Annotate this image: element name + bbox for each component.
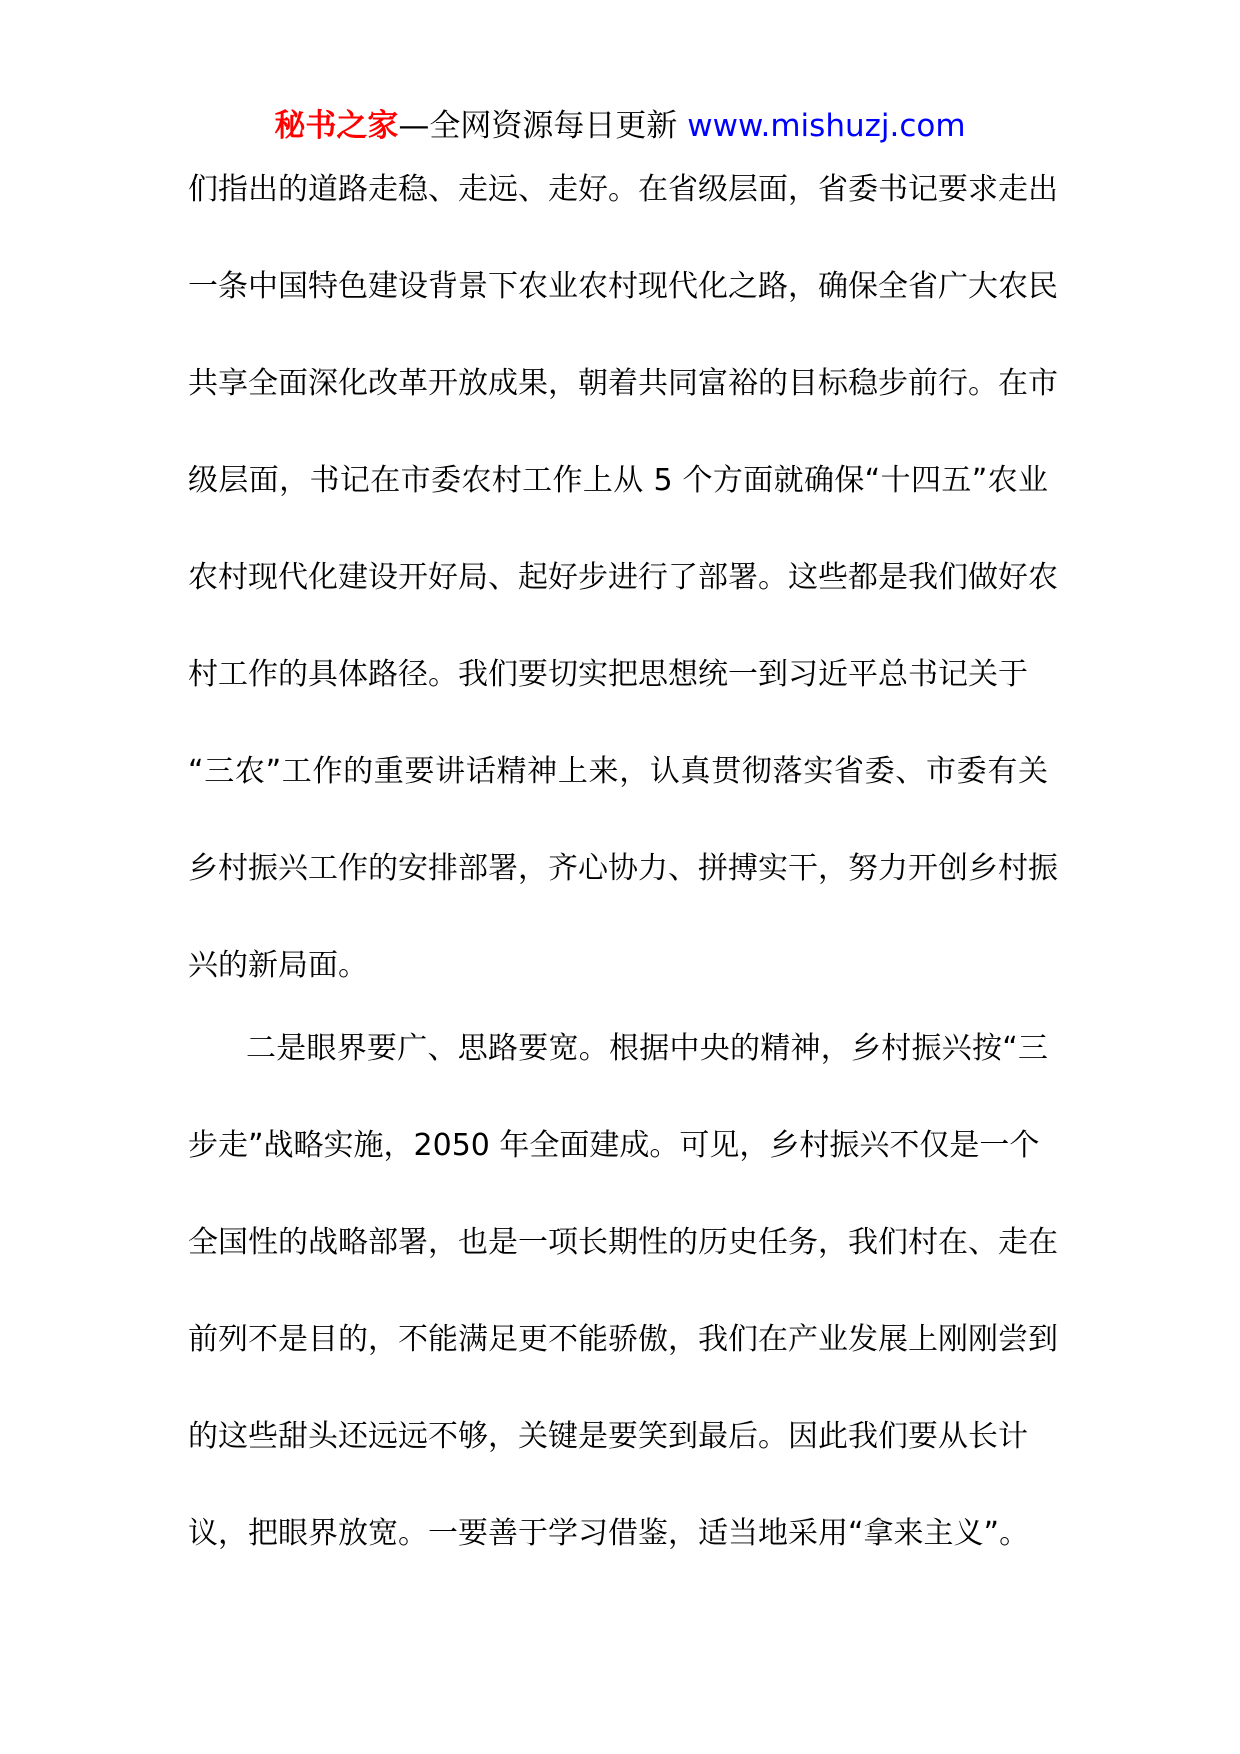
site-url-link[interactable]: www.mishuzj.com xyxy=(687,108,966,144)
text-line: 全国性的战略部署，也是一项长期性的历史任务，我们村在、走在 xyxy=(188,1225,1058,1260)
text-line: 步走”战略实施，2050 年全面建成。可见，乡村振兴不仅是一个 xyxy=(188,1128,1040,1163)
text-line: 的这些甜头还远远不够，关键是要笑到最后。因此我们要从长计 xyxy=(188,1419,1028,1454)
text-line: 村工作的具体路径。我们要切实把思想统一到习近平总书记关于 xyxy=(188,657,1028,692)
text-line: 乡村振兴工作的安排部署，齐心协力、拼搏实干，努力开创乡村振 xyxy=(188,851,1058,886)
text-line: 们指出的道路走稳、走远、走好。在省级层面，省委书记要求走出 xyxy=(188,172,1058,207)
text-line: 一条中国特色建设背景下农业农村现代化之路，确保全省广大农民 xyxy=(188,269,1058,304)
text-line: 兴的新局面。 xyxy=(188,948,368,983)
site-header xyxy=(0,104,1240,148)
text-line: 级层面，书记在市委农村工作上从 5 个方面就确保“十四五”农业 xyxy=(188,463,1048,498)
text-line: 农村现代化建设开好局、起好步进行了部署。这些都是我们做好农 xyxy=(188,560,1058,595)
text-line: 议，把眼界放宽。一要善于学习借鉴，适当地采用“拿来主义”。 xyxy=(188,1516,1030,1551)
text-line: 二是眼界要广、思路要宽。根据中央的精神，乡村振兴按“三 xyxy=(246,1031,1048,1066)
text-line: 前列不是目的，不能满足更不能骄傲，我们在产业发展上刚刚尝到 xyxy=(188,1322,1058,1357)
text-line: 共享全面深化改革开放成果，朝着共同富裕的目标稳步前行。在市 xyxy=(188,366,1058,401)
document-body xyxy=(188,165,1058,1606)
brand-name: 秘书之家 xyxy=(274,108,399,144)
header-tagline: —全网资源每日更新 xyxy=(398,108,688,144)
text-line: “三农”工作的重要讲话精神上来，认真贯彻落实省委、市委有关 xyxy=(188,754,1048,789)
